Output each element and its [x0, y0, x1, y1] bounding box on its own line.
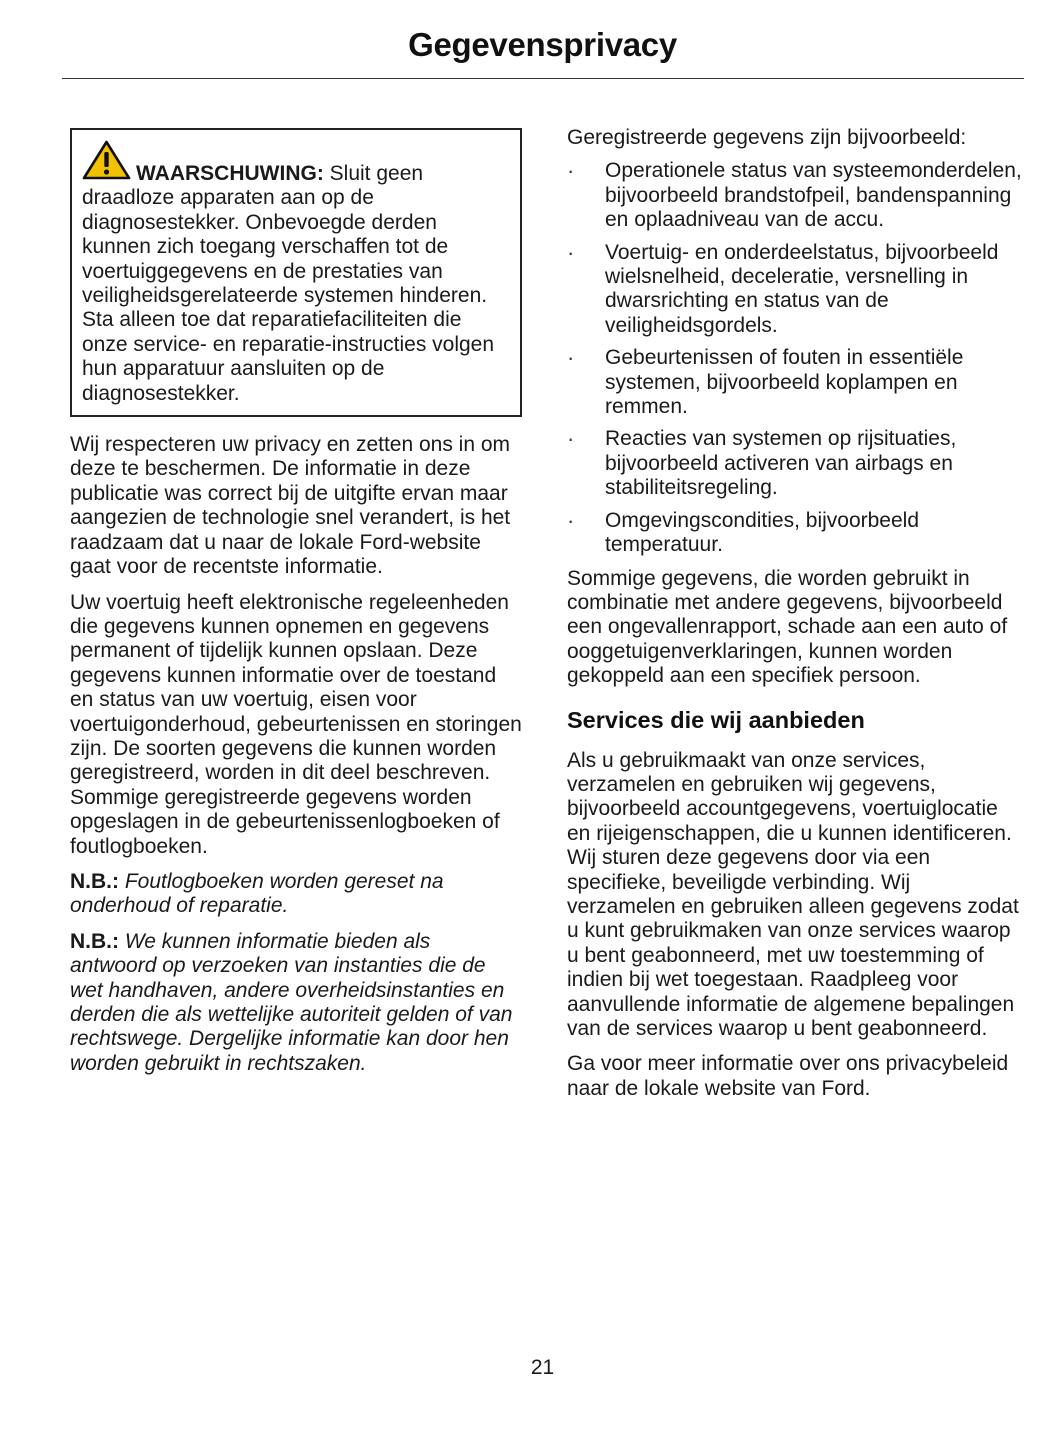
list-item: · Voertuig- en onderdeelstatus, bijvoorbeeld wielsnelheid, deceleratie, versnelling in dwarsrichting en status van de veiligheidsgordels. [567, 241, 1022, 339]
personal-data-paragraph: Sommige gegevens, die worden gebruikt in combinatie met andere gegevens, bijvoorbeeld een ongevallenrapport, schade aan een auto of ooggetuigenverklaringen, kunnen worden gekoppeld aan een specifiek persoon. [567, 566, 1008, 688]
right-column [567, 126, 1022, 1112]
warning-body: Sluit geen draadloze apparaten aan op de diagnosestekker. Onbevoegde derden kunnen zich toegang verschaffen tot de voertuiggegevens en de prestaties van veiligheidsgerelateerde systemen hinderen. Sta alleen toe dat reparatiefaciliteiten die onze service- en reparatie-instructies volgen hun apparatuur aansluiten op de diagnosestekker. [82, 162, 495, 405]
ecu-data-paragraph: Uw voertuig heeft elektronische regeleenheden die gegevens kunnen opnemen en gegevens permanent of tijdelijk kunnen opslaan. Deze gegevens kunnen informatie over de toestand en status van uw voertuig, eisen voor voertuigonderhoud, gebeurtenissen en storingen zijn. De soorten gegevens die kunnen worden geregistreerd, worden in dit deel beschreven. Sommige geregistreerde gegevens worden opgeslagen in de gebeurtenissenlogboeken of foutlogboeken. [70, 590, 522, 858]
warning-triangle-icon [82, 140, 131, 180]
note-label: N.B.: [70, 869, 119, 893]
privacy-intro-paragraph: Wij respecteren uw privacy en zetten ons in om deze te beschermen. De informatie in deze publicatie was correct bij de uitgifte ervan maar aangezien de technologie snel verandert, is het raadzaam dat u naar de lokale Ford-website gaat voor de recentste informatie. [70, 433, 511, 579]
section-heading-services: Services die wij aanbieden [567, 706, 865, 733]
left-column [70, 128, 522, 1087]
warning-text [82, 162, 510, 406]
note-authorities [70, 930, 522, 1076]
title-divider [62, 78, 1024, 79]
warning-box [70, 128, 522, 417]
note-label: N.B.: [70, 929, 119, 953]
list-item: · Gebeurtenissen of fouten in essentiële systemen, bijvoorbeeld koplampen en remmen. [567, 346, 1022, 419]
list-item: · Reacties van systemen op rijsituaties, bijvoorbeeld activeren van airbags en stabiliteitsregeling. [567, 427, 1022, 500]
services-paragraph: Als u gebruikmaakt van onze services, verzamelen en gebruiken wij gegevens, bijvoorbeeld accountgegevens, voertuiglocatie en rijeigenschappen, die u kunnen identificeren. Wij sturen deze gegevens door via een specifieke, beveiligde verbinding. Wij verzamelen en gebruiken alleen gegevens zodat u kunt gebruikmaken van onze services waarop u bent geabonneerd, met uw toestemming of indien bij wet toegestaan. Raadpleeg voor aanvullende informatie de algemene bepalingen van de services waarop u bent geabonneerd. [567, 748, 1019, 1040]
page-number: 21 [530, 1356, 555, 1379]
warning-label: WAARSCHUWING: [136, 162, 324, 185]
recorded-data-intro: Geregistreerde gegevens zijn bijvoorbeeld: [567, 126, 967, 149]
list-item: · Operationele status van systeemonderdelen, bijvoorbeeld brandstofpeil, bandenspanning en oplaadniveau van de accu. [567, 159, 1022, 232]
note-text: Foutlogboeken worden gereset na onderhoud of reparatie. [70, 869, 444, 918]
page-title: Gegevensprivacy [408, 26, 677, 63]
note-fault-logs [70, 870, 522, 919]
list-item: · Omgevingscondities, bijvoorbeeld temperatuur. [567, 509, 1022, 558]
note-text: We kunnen informatie bieden als antwoord op verzoeken van instanties die de wet handhaven, andere overheidsinstanties en derden die als wettelijke autoriteit gelden of van rechtswege. Dergelijke informatie kan door hen worden gebruikt in rechtszaken. [70, 929, 513, 1075]
recorded-data-list [567, 159, 1022, 557]
more-info-paragraph: Ga voor meer informatie over ons privacybeleid naar de lokale website van Ford. [567, 1052, 1009, 1100]
